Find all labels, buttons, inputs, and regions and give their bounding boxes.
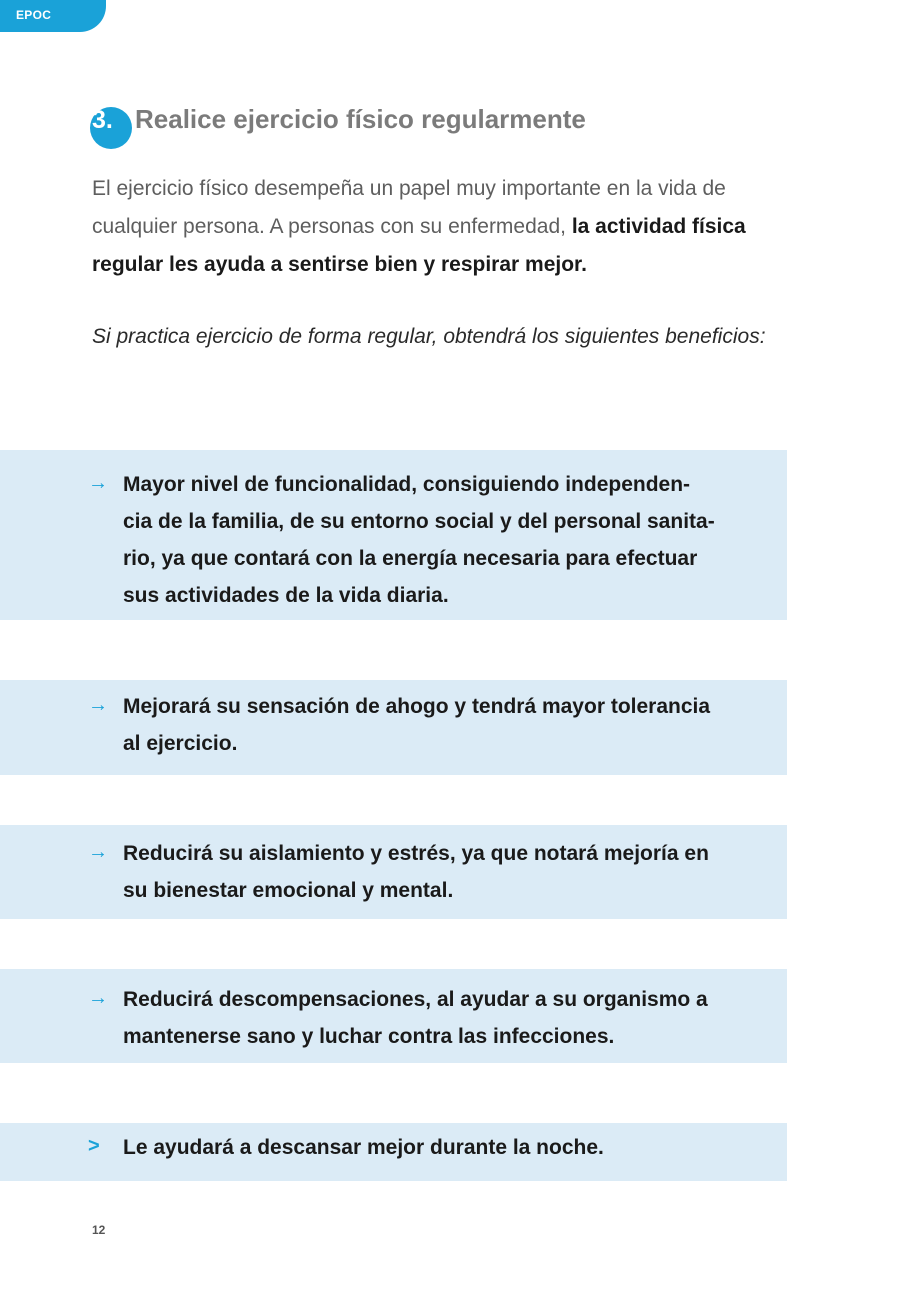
section-tab bbox=[0, 0, 106, 32]
benefit-box bbox=[0, 450, 787, 620]
arrow-right-icon: → bbox=[88, 472, 108, 494]
intro-paragraph bbox=[92, 170, 797, 284]
arrow-right-icon: → bbox=[88, 694, 108, 716]
benefits-lead-text: Si practica ejercicio de forma regular, obtendrá los siguientes beneficios: bbox=[92, 325, 766, 348]
benefit-line: Mejorará su sensación de ahogo y tendrá mayor tolerancia bbox=[123, 695, 711, 718]
benefit-line: rio, ya que contará con la energía necesaria para efectuar bbox=[123, 547, 698, 570]
section-number: 3. bbox=[92, 106, 113, 134]
benefit-line: Reducirá descompensaciones, al ayudar a su organismo a bbox=[123, 988, 708, 1011]
benefit-box bbox=[0, 825, 787, 919]
section-heading bbox=[90, 102, 810, 150]
page-number: 12 bbox=[92, 1223, 106, 1237]
benefit-box bbox=[0, 1123, 787, 1181]
benefit-text bbox=[123, 1129, 773, 1166]
benefit-text bbox=[123, 688, 773, 762]
arrow-right-icon: → bbox=[88, 841, 108, 863]
section-tab-label: EPOC bbox=[16, 8, 52, 22]
benefit-box bbox=[0, 969, 787, 1063]
benefit-line: sus actividades de la vida diaria. bbox=[123, 584, 449, 607]
benefit-line: Mayor nivel de funcionalidad, consiguiendo independen- bbox=[123, 473, 691, 496]
benefit-text bbox=[123, 466, 773, 614]
benefit-text bbox=[123, 981, 773, 1055]
benefit-box bbox=[0, 680, 787, 775]
benefit-line: su bienestar emocional y mental. bbox=[123, 879, 454, 902]
benefit-line: Reducirá su aislamiento y estrés, ya que notará mejoría en bbox=[123, 842, 709, 865]
intro-emphasis: la actividad física regular les ayuda a sentirse bien y respirar mejor. bbox=[92, 215, 746, 276]
benefit-line: Le ayudará a descansar mejor durante la noche. bbox=[123, 1136, 604, 1159]
intro-text: El ejercicio físico desempeña un papel muy importante en la vida de cualquier persona. A personas con su enfermedad, bbox=[92, 177, 726, 238]
section-title: Realice ejercicio físico regularmente bbox=[135, 104, 586, 134]
benefit-line: cia de la familia, de su entorno social y del personal sanita- bbox=[123, 510, 715, 533]
chevron-right-icon: > bbox=[88, 1135, 100, 1157]
benefit-line: mantenerse sano y luchar contra las infecciones. bbox=[123, 1025, 615, 1048]
benefit-text bbox=[123, 835, 773, 909]
benefit-line: al ejercicio. bbox=[123, 732, 238, 755]
arrow-right-icon: → bbox=[88, 987, 108, 1009]
